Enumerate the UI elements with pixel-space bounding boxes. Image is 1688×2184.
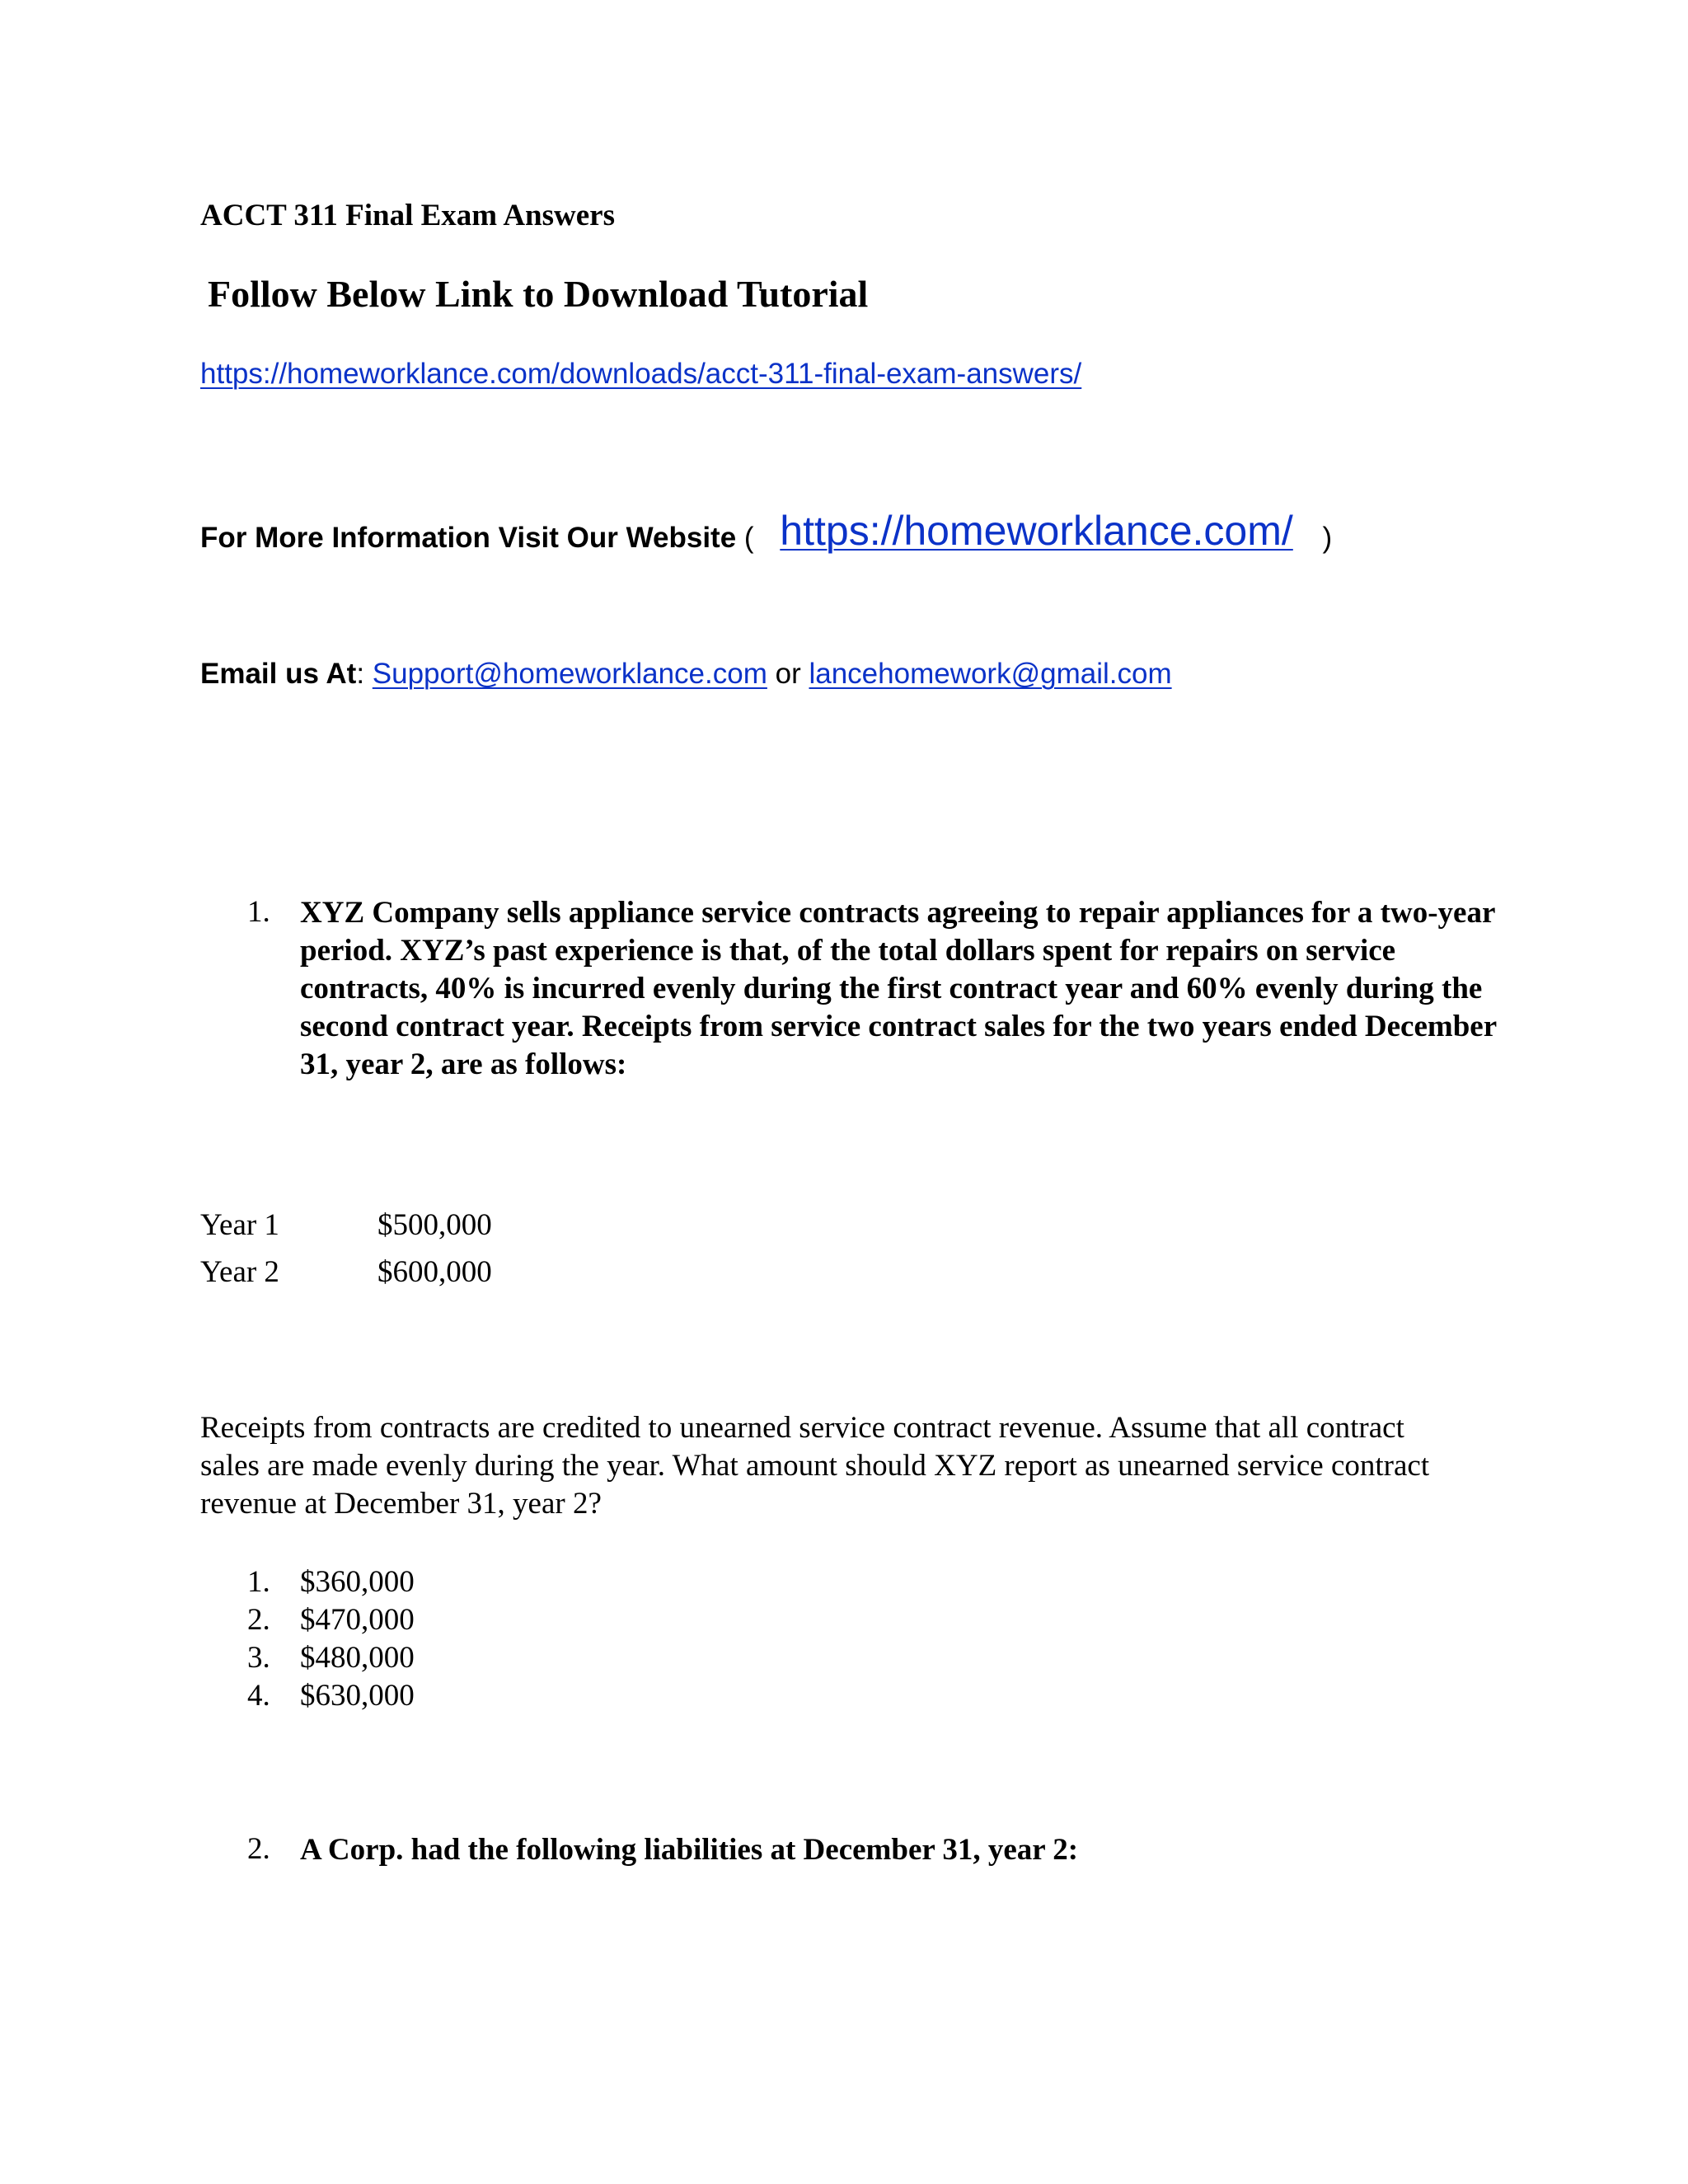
option-number: 2. xyxy=(247,1603,270,1637)
website-info-line xyxy=(200,507,1332,555)
answer-option xyxy=(247,1677,415,1715)
receipts-row xyxy=(200,1249,492,1296)
receipts-amount: $600,000 xyxy=(377,1255,492,1289)
receipts-table xyxy=(200,1202,492,1296)
receipts-year: Year 2 xyxy=(200,1255,279,1289)
close-paren: ) xyxy=(1322,522,1333,554)
receipts-amount: $500,000 xyxy=(377,1208,492,1242)
tutorial-heading: Follow Below Link to Download Tutorial xyxy=(208,273,869,315)
tutorial-download-link[interactable]: https://homeworklance.com/downloads/acct-311-final-exam-answers/ xyxy=(200,358,1082,390)
open-paren: ( xyxy=(743,522,754,554)
email-colon: : xyxy=(356,658,365,690)
question-1-number: 1. xyxy=(247,895,270,929)
website-info-label: For More Information Visit Our Website xyxy=(200,522,737,554)
option-value: $470,000 xyxy=(300,1603,415,1637)
support-email-link[interactable]: Support@homeworklance.com xyxy=(372,658,767,690)
secondary-email-link[interactable]: lancehomework@gmail.com xyxy=(809,658,1172,690)
email-line xyxy=(200,658,1172,691)
answer-option xyxy=(247,1601,415,1639)
option-number: 1. xyxy=(247,1565,270,1599)
receipts-row xyxy=(200,1202,492,1249)
email-label: Email us At xyxy=(200,658,357,690)
answer-options xyxy=(247,1563,415,1715)
receipts-year: Year 1 xyxy=(200,1208,279,1242)
question-1-paragraph: Receipts from contracts are credited to unearned service contract revenue. Assume that all contract sales are made evenly during the year. What amount should XYZ report as unearned service contract revenue at December 31, year 2? xyxy=(200,1411,1430,1521)
document-title: ACCT 311 Final Exam Answers xyxy=(200,199,615,232)
option-value: $360,000 xyxy=(300,1565,415,1599)
option-number: 3. xyxy=(247,1641,270,1675)
question-2-text: A Corp. had the following liabilities at December 31, year 2: xyxy=(300,1833,1079,1867)
option-value: $480,000 xyxy=(300,1641,415,1675)
option-number: 4. xyxy=(247,1679,270,1713)
question-2-number: 2. xyxy=(247,1832,270,1866)
question-1-text: XYZ Company sells appliance service contracts agreeing to repair appliances for a two-year period. XYZ’s past experience is that, of the total dollars spent for repairs on service contracts, 40% is incurred evenly during the first contract year and 60% evenly during the second contract year. Receipts from service contract sales for the two years ended December 31, year 2, are as follows: xyxy=(300,896,1497,1081)
answer-option xyxy=(247,1563,415,1601)
email-separator: or xyxy=(775,658,801,690)
answer-option xyxy=(247,1639,415,1677)
option-value: $630,000 xyxy=(300,1679,415,1713)
website-link[interactable]: https://homeworklance.com/ xyxy=(780,508,1293,554)
